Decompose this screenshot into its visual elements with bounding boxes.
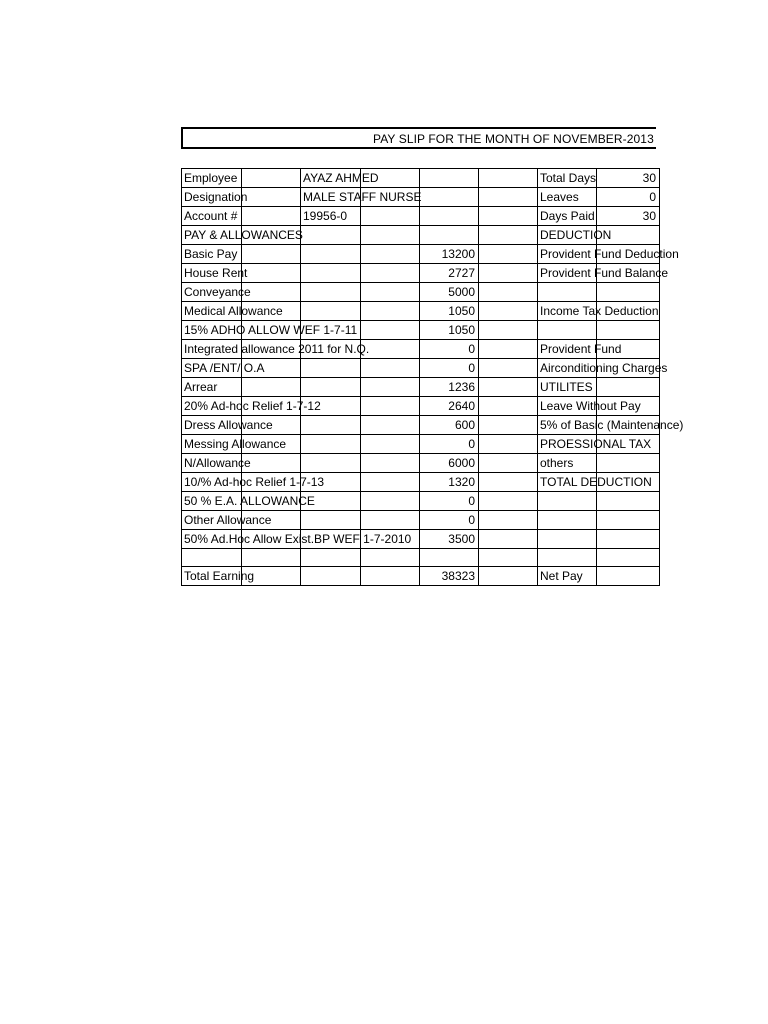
deduction-label-cell [538, 340, 622, 359]
empty-cell [242, 207, 301, 226]
table-row [182, 245, 660, 264]
table-row [182, 226, 660, 245]
value-text-cell [301, 511, 361, 530]
deduction-label-cell [538, 473, 652, 492]
item-label-cell [182, 511, 272, 530]
amount-cell [420, 511, 479, 530]
cell-text: 2727 [448, 266, 475, 280]
amount-cell [420, 567, 479, 586]
table-row [182, 264, 660, 283]
value-text-cell [301, 283, 361, 302]
value-text-cell [301, 169, 379, 188]
cell-text: 1236 [448, 380, 475, 394]
table-row [182, 530, 660, 549]
deduction-label-cell [538, 530, 597, 549]
value-text-cell [301, 416, 361, 435]
cell-text: 5% of Basic (Maintenance) [540, 418, 684, 432]
cell-text: Airconditioning Charges [540, 361, 668, 375]
cell-text: 10/% Ad-hoc Relief 1-7-13 [184, 475, 325, 489]
table-row [182, 340, 660, 359]
item-label-cell [182, 226, 303, 245]
amount-cell [420, 378, 479, 397]
item-label-cell [182, 340, 370, 359]
cell-text: 30 [642, 209, 656, 223]
empty-cell [361, 207, 420, 226]
empty-cell [361, 378, 420, 397]
deduction-amount-cell [597, 378, 660, 397]
cell-text: 19956-0 [303, 209, 348, 223]
item-label-cell [182, 378, 242, 397]
cell-text: others [540, 456, 574, 470]
cell-text: 600 [454, 418, 475, 432]
deduction-amount-cell [597, 207, 660, 226]
table-row [182, 397, 660, 416]
cell-text: Leaves [540, 190, 579, 204]
empty-cell [479, 264, 538, 283]
deduction-label-cell [538, 397, 641, 416]
cell-text: SPA /ENT/ O.A [184, 361, 265, 375]
amount-cell [420, 207, 479, 226]
empty-cell [242, 188, 301, 207]
value-text-cell [301, 435, 361, 454]
empty-cell [361, 454, 420, 473]
deduction-label-cell [538, 378, 597, 397]
deduction-label-cell [538, 567, 597, 586]
table-row [182, 454, 660, 473]
deduction-amount-cell [597, 169, 660, 188]
value-text-cell [301, 567, 361, 586]
cell-text: 50 % E.A. ALLOWANCE [184, 494, 315, 508]
deduction-label-cell [538, 549, 597, 567]
deduction-amount-cell [597, 549, 660, 567]
cell-text: 30 [642, 171, 656, 185]
deduction-amount-cell [597, 530, 660, 549]
empty-cell [242, 169, 301, 188]
amount-cell [420, 302, 479, 321]
cell-text: Provident Fund [540, 342, 622, 356]
empty-cell [361, 340, 420, 359]
deduction-label-cell [538, 283, 597, 302]
cell-text: N/Allowance [184, 456, 251, 470]
deduction-amount-cell [597, 567, 660, 586]
deduction-amount-cell [597, 454, 660, 473]
deduction-amount-cell [597, 283, 660, 302]
table-row [182, 473, 660, 492]
deduction-label-cell [538, 226, 612, 245]
empty-cell [479, 207, 538, 226]
cell-text: 15% ADHO ALLOW WEF 1-7-11 [184, 323, 358, 337]
amount-cell [420, 169, 479, 188]
empty-cell [479, 397, 538, 416]
empty-cell [361, 264, 420, 283]
cell-text: 50% Ad.Hoc Allow Exist.BP WEF 1-7-2010 [184, 532, 412, 546]
item-label-cell [182, 245, 242, 264]
empty-cell [479, 359, 538, 378]
item-label-cell [182, 283, 251, 302]
empty-cell [361, 435, 420, 454]
cell-text: AYAZ AHMED [303, 171, 379, 185]
item-label-cell [182, 321, 358, 340]
cell-text: 0 [468, 494, 475, 508]
empty-cell [479, 188, 538, 207]
item-label-cell [182, 492, 315, 511]
amount-cell [420, 473, 479, 492]
cell-text: 0 [468, 437, 475, 451]
deduction-label-cell [538, 492, 597, 511]
value-text-cell [301, 188, 422, 207]
cell-text: Employee [184, 171, 238, 185]
empty-cell [361, 492, 420, 511]
cell-text: Provident Fund Balance [540, 266, 669, 280]
cell-text: 3500 [448, 532, 475, 546]
cell-text: Account # [184, 209, 238, 223]
table-row [182, 511, 660, 530]
deduction-label-cell [538, 454, 597, 473]
cell-text: Designation [184, 190, 248, 204]
empty-cell [361, 473, 420, 492]
deduction-label-cell [538, 416, 684, 435]
cell-text: Medical Allowance [184, 304, 283, 318]
item-label-cell [182, 169, 242, 188]
empty-cell [242, 245, 301, 264]
value-text-cell [301, 207, 361, 226]
item-label-cell [182, 264, 248, 283]
empty-cell [361, 511, 420, 530]
deduction-label-cell [538, 321, 597, 340]
table-row [182, 549, 660, 567]
empty-cell [479, 567, 538, 586]
item-label-cell [182, 188, 248, 207]
item-label-cell [182, 567, 255, 586]
empty-cell [361, 416, 420, 435]
empty-cell [479, 473, 538, 492]
amount-cell [420, 340, 479, 359]
table-row [182, 302, 660, 321]
cell-text: Income Tax Deduction [540, 304, 659, 318]
amount-cell [420, 283, 479, 302]
table-row [182, 567, 660, 586]
empty-cell [479, 169, 538, 188]
deduction-amount-cell [597, 321, 660, 340]
empty-cell [479, 549, 538, 567]
cell-text: Arrear [184, 380, 218, 394]
empty-cell [479, 511, 538, 530]
item-label-cell [182, 530, 412, 549]
cell-text: Basic Pay [184, 247, 238, 261]
empty-cell [479, 226, 538, 245]
cell-text: DEDUCTION [540, 228, 612, 242]
value-text-cell [301, 359, 361, 378]
amount-cell [420, 454, 479, 473]
cell-text: 38323 [441, 569, 475, 584]
table-row [182, 188, 660, 207]
empty-cell [479, 378, 538, 397]
empty-cell [479, 435, 538, 454]
deduction-amount-cell [597, 492, 660, 511]
item-label-cell [182, 473, 325, 492]
amount-cell [420, 397, 479, 416]
value-text-cell [301, 245, 361, 264]
empty-cell [361, 397, 420, 416]
item-label-cell [182, 435, 287, 454]
amount-cell [420, 530, 479, 549]
pay-slip-rows [182, 169, 684, 586]
cell-text: Net Pay [540, 569, 583, 584]
item-label-cell [182, 454, 251, 473]
deduction-label-cell [538, 188, 597, 207]
empty-cell [361, 302, 420, 321]
deduction-amount-cell [597, 188, 660, 207]
empty-cell [361, 567, 420, 586]
amount-cell [420, 264, 479, 283]
table-row [182, 321, 660, 340]
empty-cell [479, 416, 538, 435]
cell-text: 1050 [448, 323, 475, 337]
table-row [182, 492, 660, 511]
amount-cell [420, 321, 479, 340]
cell-text: 0 [468, 342, 475, 356]
deduction-amount-cell [597, 511, 660, 530]
cell-text: Integrated allowance 2011 for N.Q. [184, 342, 370, 356]
table-row [182, 435, 660, 454]
item-label-cell [182, 359, 265, 378]
table-row [182, 416, 660, 435]
amount-cell [420, 492, 479, 511]
pay-slip-title: PAY SLIP FOR THE MONTH OF NOVEMBER-2013 [373, 132, 654, 146]
empty-cell [479, 340, 538, 359]
cell-text: 1050 [448, 304, 475, 318]
table-row [182, 359, 660, 378]
cell-text: PAY & ALLOWANCES [184, 228, 303, 242]
amount-cell [420, 359, 479, 378]
cell-text: PROESSIONAL TAX [540, 437, 652, 451]
value-text-cell [301, 549, 361, 567]
cell-text: Days Paid [540, 209, 595, 223]
cell-text: 0 [649, 190, 656, 204]
empty-cell [479, 245, 538, 264]
cell-text: 5000 [448, 285, 475, 299]
empty-cell [479, 302, 538, 321]
value-text-cell [301, 226, 361, 245]
empty-cell [479, 530, 538, 549]
empty-cell [361, 359, 420, 378]
cell-text: TOTAL DEDUCTION [540, 475, 652, 489]
empty-cell [361, 283, 420, 302]
cell-text: 13200 [441, 247, 475, 261]
cell-text: Other Allowance [184, 513, 272, 527]
cell-text: 6000 [448, 456, 475, 470]
deduction-label-cell [538, 207, 597, 226]
cell-text: Dress Allowance [184, 418, 273, 432]
amount-cell [420, 435, 479, 454]
cell-text: 0 [468, 513, 475, 527]
empty-cell [242, 549, 301, 567]
cell-text: UTILITES [540, 380, 593, 394]
deduction-label-cell [538, 169, 597, 188]
cell-text: 2640 [448, 399, 475, 413]
value-text-cell [301, 454, 361, 473]
empty-cell [479, 321, 538, 340]
value-text-cell [301, 378, 361, 397]
cell-text: Total Days [540, 171, 597, 185]
cell-text: Conveyance [184, 285, 251, 299]
cell-text: 1320 [448, 475, 475, 489]
deduction-label-cell [538, 264, 669, 283]
empty-cell [479, 283, 538, 302]
amount-cell [420, 245, 479, 264]
table-row [182, 169, 660, 188]
deduction-label-cell [538, 435, 652, 454]
cell-text: House Rent [184, 266, 248, 280]
item-label-cell [182, 207, 242, 226]
table-row [182, 283, 660, 302]
amount-cell [420, 226, 479, 245]
cell-text: Leave Without Pay [540, 399, 641, 413]
empty-cell [361, 245, 420, 264]
amount-cell [420, 416, 479, 435]
cell-text: 20% Ad-hoc Relief 1-7-12 [184, 399, 321, 413]
empty-cell [242, 264, 301, 283]
amount-cell [420, 549, 479, 567]
pay-slip-table-area [181, 168, 684, 596]
pay-slip-table [181, 168, 684, 586]
value-text-cell [301, 264, 361, 283]
item-label-cell [182, 302, 283, 321]
value-text-cell [301, 302, 361, 321]
empty-cell [361, 549, 420, 567]
table-row [182, 207, 660, 226]
cell-text: MALE STAFF NURSE [303, 190, 422, 204]
cell-text: 0 [468, 361, 475, 375]
item-label-cell [182, 549, 242, 567]
empty-cell [479, 492, 538, 511]
deduction-label-cell [538, 302, 659, 321]
cell-text: Provident Fund Deduction [540, 247, 679, 261]
item-label-cell [182, 416, 273, 435]
cell-text: Messing Allowance [184, 437, 287, 451]
deduction-label-cell [538, 359, 668, 378]
pay-slip-title-box [181, 127, 656, 149]
deduction-label-cell [538, 511, 597, 530]
table-row [182, 378, 660, 397]
deduction-label-cell [538, 245, 679, 264]
empty-cell [361, 321, 420, 340]
empty-cell [361, 226, 420, 245]
item-label-cell [182, 397, 321, 416]
cell-text: Total Earning [184, 569, 255, 584]
amount-cell [420, 188, 479, 207]
empty-cell [479, 454, 538, 473]
empty-cell [242, 378, 301, 397]
